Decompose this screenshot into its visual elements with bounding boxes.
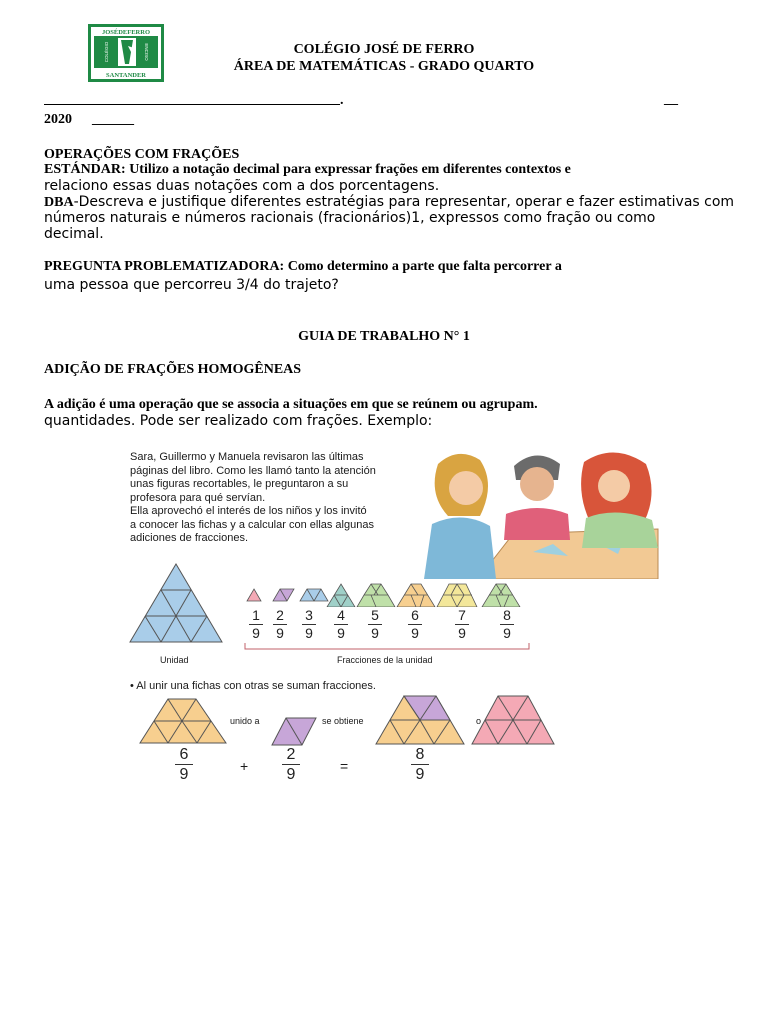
fraction-pieces <box>244 583 534 607</box>
story-line: unas figuras recortables, le preguntaron a su <box>130 478 349 490</box>
fraction-2-9: 2 9 <box>270 608 290 641</box>
name-blank-line <box>44 104 340 105</box>
fraction-5-9: 5 9 <box>365 608 385 641</box>
fraction-6-9: 6 9 <box>405 608 425 641</box>
school-name: COLÉGIO JOSÉ DE FERRO <box>293 42 475 57</box>
standard-label: ESTÁNDAR: <box>44 162 126 177</box>
dba-label: DBA <box>44 195 74 210</box>
year-label: 2020 <box>44 112 72 127</box>
area-title: ÁREA DE MATEMÁTICAS - GRADO QUARTO <box>233 59 535 74</box>
question-text-cont: uma pessoa que percorreu 3/4 do trajeto? <box>44 277 339 293</box>
dba-block <box>44 194 744 212</box>
fractions-bracket <box>244 640 530 650</box>
guide-title: GUIA DE TRABALHO N° 1 <box>298 329 470 344</box>
story-line: profesora para qué servían. <box>130 491 266 504</box>
question-block <box>44 259 744 276</box>
standard-block <box>44 162 734 179</box>
piece-two-ninths <box>270 717 320 747</box>
story-line: páginas del libro. Como les llamó tanto la atención <box>130 464 376 477</box>
svg-text:JOSÉDEFERRO: JOSÉDEFERRO <box>101 29 151 36</box>
standard-text: Utilizo a notação decimal para expressar frações em diferentes contextos e <box>129 162 571 177</box>
sum-fraction-result: 8 9 <box>408 746 432 783</box>
guide-subtitle: ADIÇÃO DE FRAÇÕES HOMOGÊNEAS <box>44 362 302 377</box>
story-line: Ella aprovechó el interés de los niños y los invitó <box>130 505 367 517</box>
dba-line-3: decimal. <box>44 226 104 242</box>
svg-text:COLÉGIO: COLÉGIO <box>104 41 109 63</box>
story-line: Sara, Guillermo y Manuela revisaron las últimas <box>130 451 364 463</box>
year-blank: ______ <box>92 112 134 127</box>
story-line: adiciones de fracciones. <box>130 532 249 544</box>
fraction-7-9: 7 9 <box>452 608 472 641</box>
guide-intro: A adição é uma operação que se associa a situações em que se reúnem ou agrupam. <box>44 397 538 412</box>
story-line: a conocer las fichas y a calcular con ellas algunas <box>130 518 374 531</box>
fractions-label: Fracciones de la unidad <box>337 655 433 665</box>
sum-fraction-b: 2 9 <box>279 746 303 783</box>
svg-text:ENCISO: ENCISO <box>144 43 149 61</box>
story-text <box>130 451 420 546</box>
piece-six-ninths <box>138 697 228 745</box>
children-illustration <box>418 444 663 579</box>
unit-triangle <box>128 562 224 644</box>
question-text: Como determino a parte que falta percorrer a <box>287 259 562 274</box>
fraction-8-9: 8 9 <box>497 608 517 641</box>
svg-text:SANTANDER: SANTANDER <box>106 72 146 79</box>
piece-eight-ninths-combined <box>374 694 466 746</box>
equals-sign: = <box>340 758 349 774</box>
fraction-4-9: 4 9 <box>331 608 351 641</box>
fraction-1-9: 1 9 <box>246 608 266 641</box>
dba-line-1: -Descreva e justifique diferentes estratégias para representar, operar e fazer estimativas com <box>73 194 735 210</box>
plus-sign: + <box>240 758 249 774</box>
obtains-label: se obtiene <box>322 716 364 726</box>
dba-line-2: números naturais e números racionais (fracionários)1, expressos como fração ou como <box>44 210 656 226</box>
guide-intro-cont: quantidades. Pode ser realizado com frações. Exemplo: <box>44 413 433 429</box>
ops-title: OPERAÇÕES COM FRAÇÕES <box>44 147 240 162</box>
unit-label: Unidad <box>160 655 189 665</box>
name-blank-end: . <box>340 93 344 108</box>
bullet-text: • Al unir una fichas con otras se suman fracciones. <box>130 680 376 692</box>
joined-label: unido a <box>230 716 260 726</box>
question-label: PREGUNTA PROBLEMATIZADORA: <box>44 259 285 274</box>
fraction-3-9: 3 9 <box>299 608 319 641</box>
piece-eight-ninths-pink <box>470 694 556 746</box>
standard-text-cont: relaciono essas duas notações com a dos porcentagens. <box>44 178 440 194</box>
or-label: o <box>476 716 482 726</box>
right-blank: __ <box>664 92 678 107</box>
sum-fraction-a: 6 9 <box>172 746 196 783</box>
